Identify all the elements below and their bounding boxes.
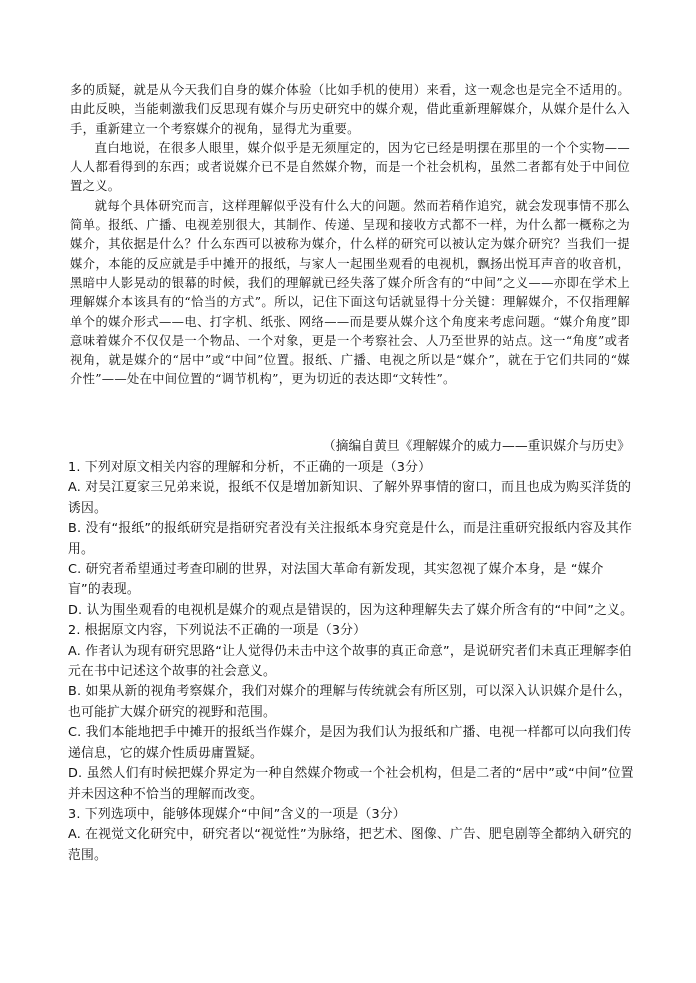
question-2-stem: 2. 根据原文内容，下列说法不正确的一项是（3分）	[68, 623, 367, 639]
passage-paragraph-3: 就每个具体研究而言，这样理解似乎没有什么大的问题。然而若稍作追究，就会发现事情不那么简单。报纸、广播、电视差别很大，其制作、传递、呈现和接收方式都不一样，为什么都一概称之为媒介，其依据是什么？什么东西可以被称为媒介，什么样的研究可以被认定为媒介研究？当我们一提媒介，本能的反应就是手中摊开的报纸，与家人一起围坐观看的电视机，飘扬出悦耳声音的收音机，黑暗中人影晃动的银幕的时候，我们的理解就已经失落了媒介所含有的“中间”之义——亦即在学术上理解媒介本该具有的“恰当的方式”。所以，记住下面这句话就显得十分关键：理解媒介，不仅指理解单个的媒介形式——电、打字机、纸张、网络——而是要从媒介这个角度来考虑问题。“媒介角度”即意味着媒介不仅仅是一个物品、一个对象，更是一个考察社会、人乃至世界的站点。这一“角度”或者视角，就是媒介的“居中”或“中间”位置。报纸、广播、电视之所以是“媒介”，就在于它们共同的“媒介性”——处在中间位置的“调节机构”，更为切近的表达即“文转性”。	[70, 198, 630, 387]
passage-paragraph-1: 多的质疑，就是从今天我们自身的媒介体验（比如手机的使用）来看，这一观念也是完全不适用的。由此反映，当能刺激我们反思现有媒介与历史研究中的媒介观，借此重新理解媒介，从媒介是什么入手，重新建立一个考察媒介的视角，显得尤为重要。	[70, 83, 630, 136]
question-list	[68, 458, 634, 866]
question-2-option-c: C. 我们本能地把手中摊开的报纸当作媒介，是因为我们认为报纸和广播、电视一样都可以向我们传递信息，它的媒介性质毋庸置疑。	[68, 725, 632, 761]
question-3-option-a: A. 在视觉文化研究中，研究者以“视觉性”为脉络，把艺术、图像、广告、肥皂剧等全都纳入研究的范围。	[68, 827, 632, 863]
reading-passage	[70, 81, 630, 390]
question-2-option-d: D. 虽然人们有时候把媒介界定为一种自然媒介物或一个社会机构，但是二者的“居中”或“中间”位置并未因这种不恰当的理解而改变。	[68, 766, 634, 802]
question-2-option-a: A. 作者认为现有研究思路“让人觉得仍未击中这个故事的真正命意”，是说研究者们未真正理解李伯元在书中记述这个故事的社会意义。	[68, 643, 632, 680]
question-1-option-b: B. 没有“报纸”的报纸研究是指研究者没有关注报纸本身究竟是什么，而是注重研究报纸内容及其作用。	[68, 521, 633, 557]
passage-source: （摘编自黄旦《理解媒介的威力——重识媒介与历史》	[322, 439, 630, 454]
passage-paragraph-2: 直白地说，在很多人眼里，媒介似乎是无须厘定的，因为它已经是明摆在那里的一个个实物——人人都看得到的东西；或者说媒介已不是自然媒介物，而是一个社会机构，虽然二者都有处于中间位置之义。	[70, 140, 630, 194]
question-3-stem: 3. 下列选项中，能够体现媒介“中间”含义的一项是（3分）	[68, 806, 406, 822]
question-1-option-c: C. 研究者希望通过考查印刷的世界，对法国大革命有新发现，其实忽视了媒介本身，是 “媒介盲”的表现。	[68, 562, 604, 598]
question-2-option-b: B. 如果从新的视角考察媒介，我们对媒介的理解与传统就会有所区别，可以深入认识媒介是什么，也可能扩大媒介研究的视野和范围。	[68, 684, 632, 720]
question-1-option-d: D. 认为围坐观看的电视机是媒介的观点是错误的，因为这种理解失去了媒介所含有的“中间”之义。	[68, 602, 634, 618]
question-1-option-a: A. 对吴江夏家三兄弟来说，报纸不仅是增加新知识、了解外界事情的窗口，而且也成为购买洋货的诱因。	[68, 480, 632, 516]
question-1-stem: 1. 下列对原文相关内容的理解和分析，不正确的一项是（3分）	[68, 460, 432, 475]
